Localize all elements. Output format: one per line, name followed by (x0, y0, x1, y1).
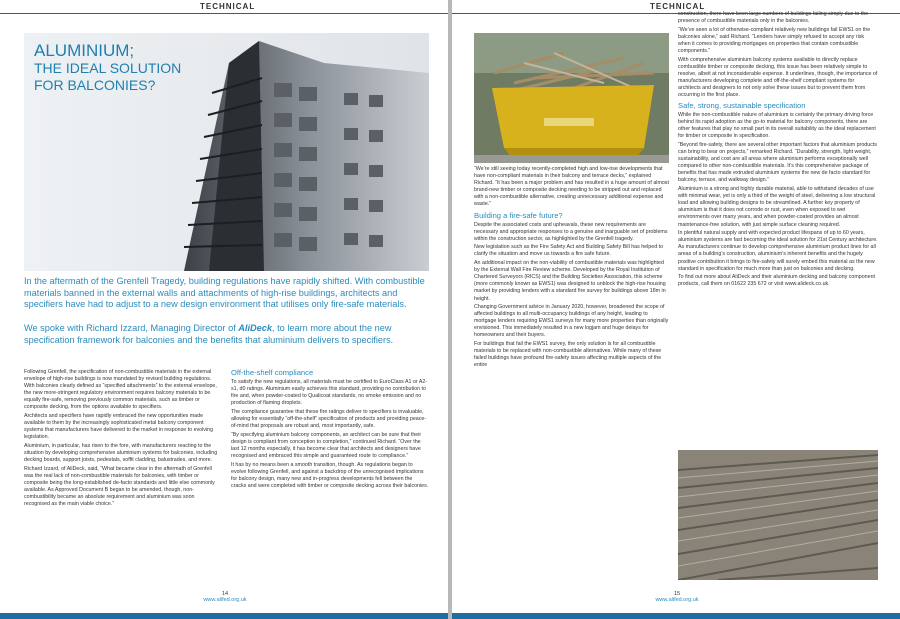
body-paragraph: It has by no means been a smooth transition, though. As regulations began to evolve following Grenfell, and against a backdrop of the unrecognised implications for balcony design, many new and in-progress developments fell between the cracks and were completed with timber or composite decking across their balconies. (231, 461, 429, 489)
body-paragraph: For buildings that fail the EWS1 survey, the only solution is for all combustible materials to be replaced with non-combustible alternatives. While many of these failed buildings have profound fire-safety issues affecting multiple aspects of the entire (474, 341, 662, 369)
body-paragraph: Despite the associated costs and upheavals, these new requirements are necessary and appropriate responses to a genuine and inarguable set of problems within the construction sector, as highlighted by the Grenfell tragedy. (474, 221, 668, 242)
section-heading: Off-the-shelf compliance (231, 368, 314, 377)
intro-paragraph-2 (24, 323, 429, 346)
body-paragraph: Aluminium is a strong and highly durable material, able to withstand decades of use with minimal wear, yet is only a third of the weight of steel, delivering a low structural load and allowing building designs to be streamlined. A further key property of aluminium is that it does not corrode or rust, even when exposed to wet environments over many years, and when powder-coated provides an almost maintenance-free solution, with just simple surface cleaning required. (678, 186, 876, 228)
body-paragraph: With comprehensive aluminium balcony systems available to directly replace combustible timber or composite decking, this issue has been relatively simple to resolve, albeit at not inconsiderable expense. It underlines, though, the importance of manufacturers developing complete and off-the-shelf compliant systems for architects and designers to not only solve these issues but to prevent them from occurring in the first place. (678, 56, 878, 99)
right-column-1 (474, 166, 669, 371)
section-label-right: TECHNICAL (650, 2, 706, 11)
right-page (452, 0, 900, 619)
intro2-post: , to learn more about the new specification framework for balconies and the benefits that aluminium delivers to specifiers. (24, 323, 394, 345)
body-paragraph: “We’ve seen a lot of otherwise-compliant relatively new buildings fail EWS1 on the balconies alone,” said Richard. “Lenders have simply refused to accept any risk when it comes to providing mortgages on properties that contain combustible components.” (678, 26, 871, 54)
intro-paragraph-1: In the aftermath of the Grenfell Tragedy, building regulations have rapidly shifted. With combustible materials banned in the external walls and attachments of high-rise buildings, architects and specifiers have had to adjust to a new design environment that utilises only fire-safe materials. (24, 276, 425, 309)
title-line-2: THE IDEAL SOLUTION (34, 60, 182, 76)
body-paragraph: construction, there have been large numbers of buildings failing simply due to the presence of combustible materials only in the balconies. (678, 11, 869, 25)
footer-bar-right (452, 613, 900, 619)
footer-url[interactable]: www.alifed.org.uk (655, 597, 699, 603)
page-number: 14 (221, 591, 229, 597)
body-paragraph: To find out more about AliDeck and their aluminium decking and balcony component products, call them on 01622 235 672 or visit www.alideck.co.uk. (678, 274, 875, 288)
section-heading: Safe, strong, sustainable specification (678, 101, 806, 111)
page-footer-left (185, 591, 265, 603)
section-label-left: TECHNICAL (200, 2, 256, 11)
article-title (34, 41, 181, 94)
body-paragraph: Following Grenfell, the specification of non-combustible materials in the external envelope of high-rise buildings is now mandated by revised building regulations. With balconies clearly defined as “specified attachments” to the external envelope, the new more-stringent regulatory environment requires balcony materials to be equally fire-safe, removing previously common materials, such as timber or composite decking, from the options available to specifiers. (24, 369, 217, 411)
left-page (0, 0, 448, 619)
page-footer-right (637, 591, 717, 603)
skip-waste-photo (474, 33, 669, 163)
right-column-2 (678, 11, 878, 290)
company-name: AliDeck (238, 323, 273, 333)
section-heading: Building a fire-safe future? (474, 210, 563, 220)
left-column-2 (231, 366, 429, 491)
body-paragraph: Changing Government advice in January 2020, however, broadened the scope of affected buildings to all multi-occupancy buildings of any height, leading to mortgage lenders requiring EWS1 surveys for many more properties than originally envisioned. This immediately resulted in a new logjam and huge delays for homeowners and their buyers. (474, 304, 669, 339)
body-paragraph: An additional impact on the non-viability of combustible materials was highlighted by the External Wall Fire Review scheme. Developed by the Royal Institution of Chartered Surveyors (RICS) and the Building Societies Association, this scheme (more commonly known as EWS1) was designed to unblock the high-rise housing market by providing lenders with a standard fire survey for buildings above 18m in height. (474, 260, 666, 302)
body-paragraph: Richard Izzard, of AliDeck, said, “What became clear in the aftermath of Grenfell was the real lack of non-combustible materials for balconies, with timber or composite being the long-established de-facto standards and little else commonly available. As Approved Document B began to be amended, though, non-combustibility became an absolute requirement and aluminium was soon recognised as the main viable choice.” (24, 465, 215, 508)
aluminium-decking-photo (678, 450, 878, 580)
hero-building-image (24, 33, 429, 271)
body-paragraph: “By specifying aluminium balcony components, an architect can be sure that their design is compliant from conception to completion,” continued Richard. “Over the last 12 months especially, it has become clear that architects and designers have recognised and embraced this simple and guaranteed route to compliance.” (231, 431, 422, 459)
body-paragraph: While the non-combustible nature of aluminium is certainly the primary driving force behind its rapid adoption as the go-to material for balcony components, there are other features that play no small part in its overall suitability as the ideal replacement for timber or composite in specification. (678, 112, 876, 140)
title-line-3: FOR BALCONIES? (34, 77, 156, 93)
body-paragraph: The compliance guarantee that these fire ratings deliver to specifiers is invaluable, allowing for essentially “off-the-shelf” specification of products and providing peace-of-mind that proposals are robust and, most importantly, safe. (231, 408, 427, 430)
body-paragraph: Aluminium, in particular, has risen to the fore, with manufacturers reacting to the situation by developing comprehensive aluminium systems for balconies, including decking boards, support joists, pedestals, soffit cladding, balustrades, and more. (24, 442, 218, 464)
page-number: 15 (673, 591, 681, 597)
footer-url[interactable]: www.alifed.org.uk (203, 597, 247, 603)
body-paragraph: Architects and specifiers have rapidly embraced the new opportunities made available to them by the increasingly sophisticated metal balcony component systems that manufacturers have delivered to the market in response to evolving legislation. (24, 413, 214, 441)
body-paragraph: New legislation such as the Fire Safety Act and Building Safety Bill has helped to clarify the situation and move us towards a fire safe future. (474, 244, 664, 258)
body-paragraph: “Beyond fire-safety, there are several other important factors that aluminium products can bring to bear on projects,” remarked Richard. “Durability, strength, light weight, sustainability, and cost are all areas where aluminium performs exceptionally well compared to other non-combustible materials. It’s this comprehensive package of benefits that has made extruded aluminium systems the new de facto standard for balcony, terrace, and walkway design.” (678, 142, 877, 184)
body-paragraph: To satisfy the new regulations, all materials must be certified to EuroClass A1 or A2-s1, d0 ratings. Aluminium easily achieves this standard, providing no contribution to fire and, when powder-coated to Qualicoat standards, no smoke emission and no production of flaming droplets. (231, 379, 428, 407)
skip-with-timber-image (474, 33, 669, 163)
body-paragraph: In plentiful natural supply and with expected product lifespans of up to 60 years, aluminium systems are fast becoming the ideal solution for 21st Century architecture. As manufacturers continue to develop comprehensive aluminium product lines for all areas of a building’s construction, aluminium’s inherent benefits and the hugely positive contribution it brings to fire-safety will surely embed this material as the new standard in specification for much more than just on balconies and decking. (678, 230, 878, 272)
left-column-1 (24, 369, 219, 510)
body-paragraph: “We’re still seeing today recently-completed high and low-rise developments that have non-compliant materials in their balcony and terrace decks,” explained Richard. “It has been a major problem and has resulted in a huge amount of almost brand-new timber or composite decking needing to be stripped out and replaced with a non-combustible alternative, creating unnecessary additional expense and waste.” (474, 166, 669, 208)
title-line-1: ALUMINIUM; (34, 41, 135, 60)
decking-boards-image (678, 450, 878, 580)
intro2-pre: We spoke with Richard Izzard, Managing Director of (24, 323, 239, 333)
footer-bar-left (0, 613, 448, 619)
header-rule-left (0, 13, 448, 14)
